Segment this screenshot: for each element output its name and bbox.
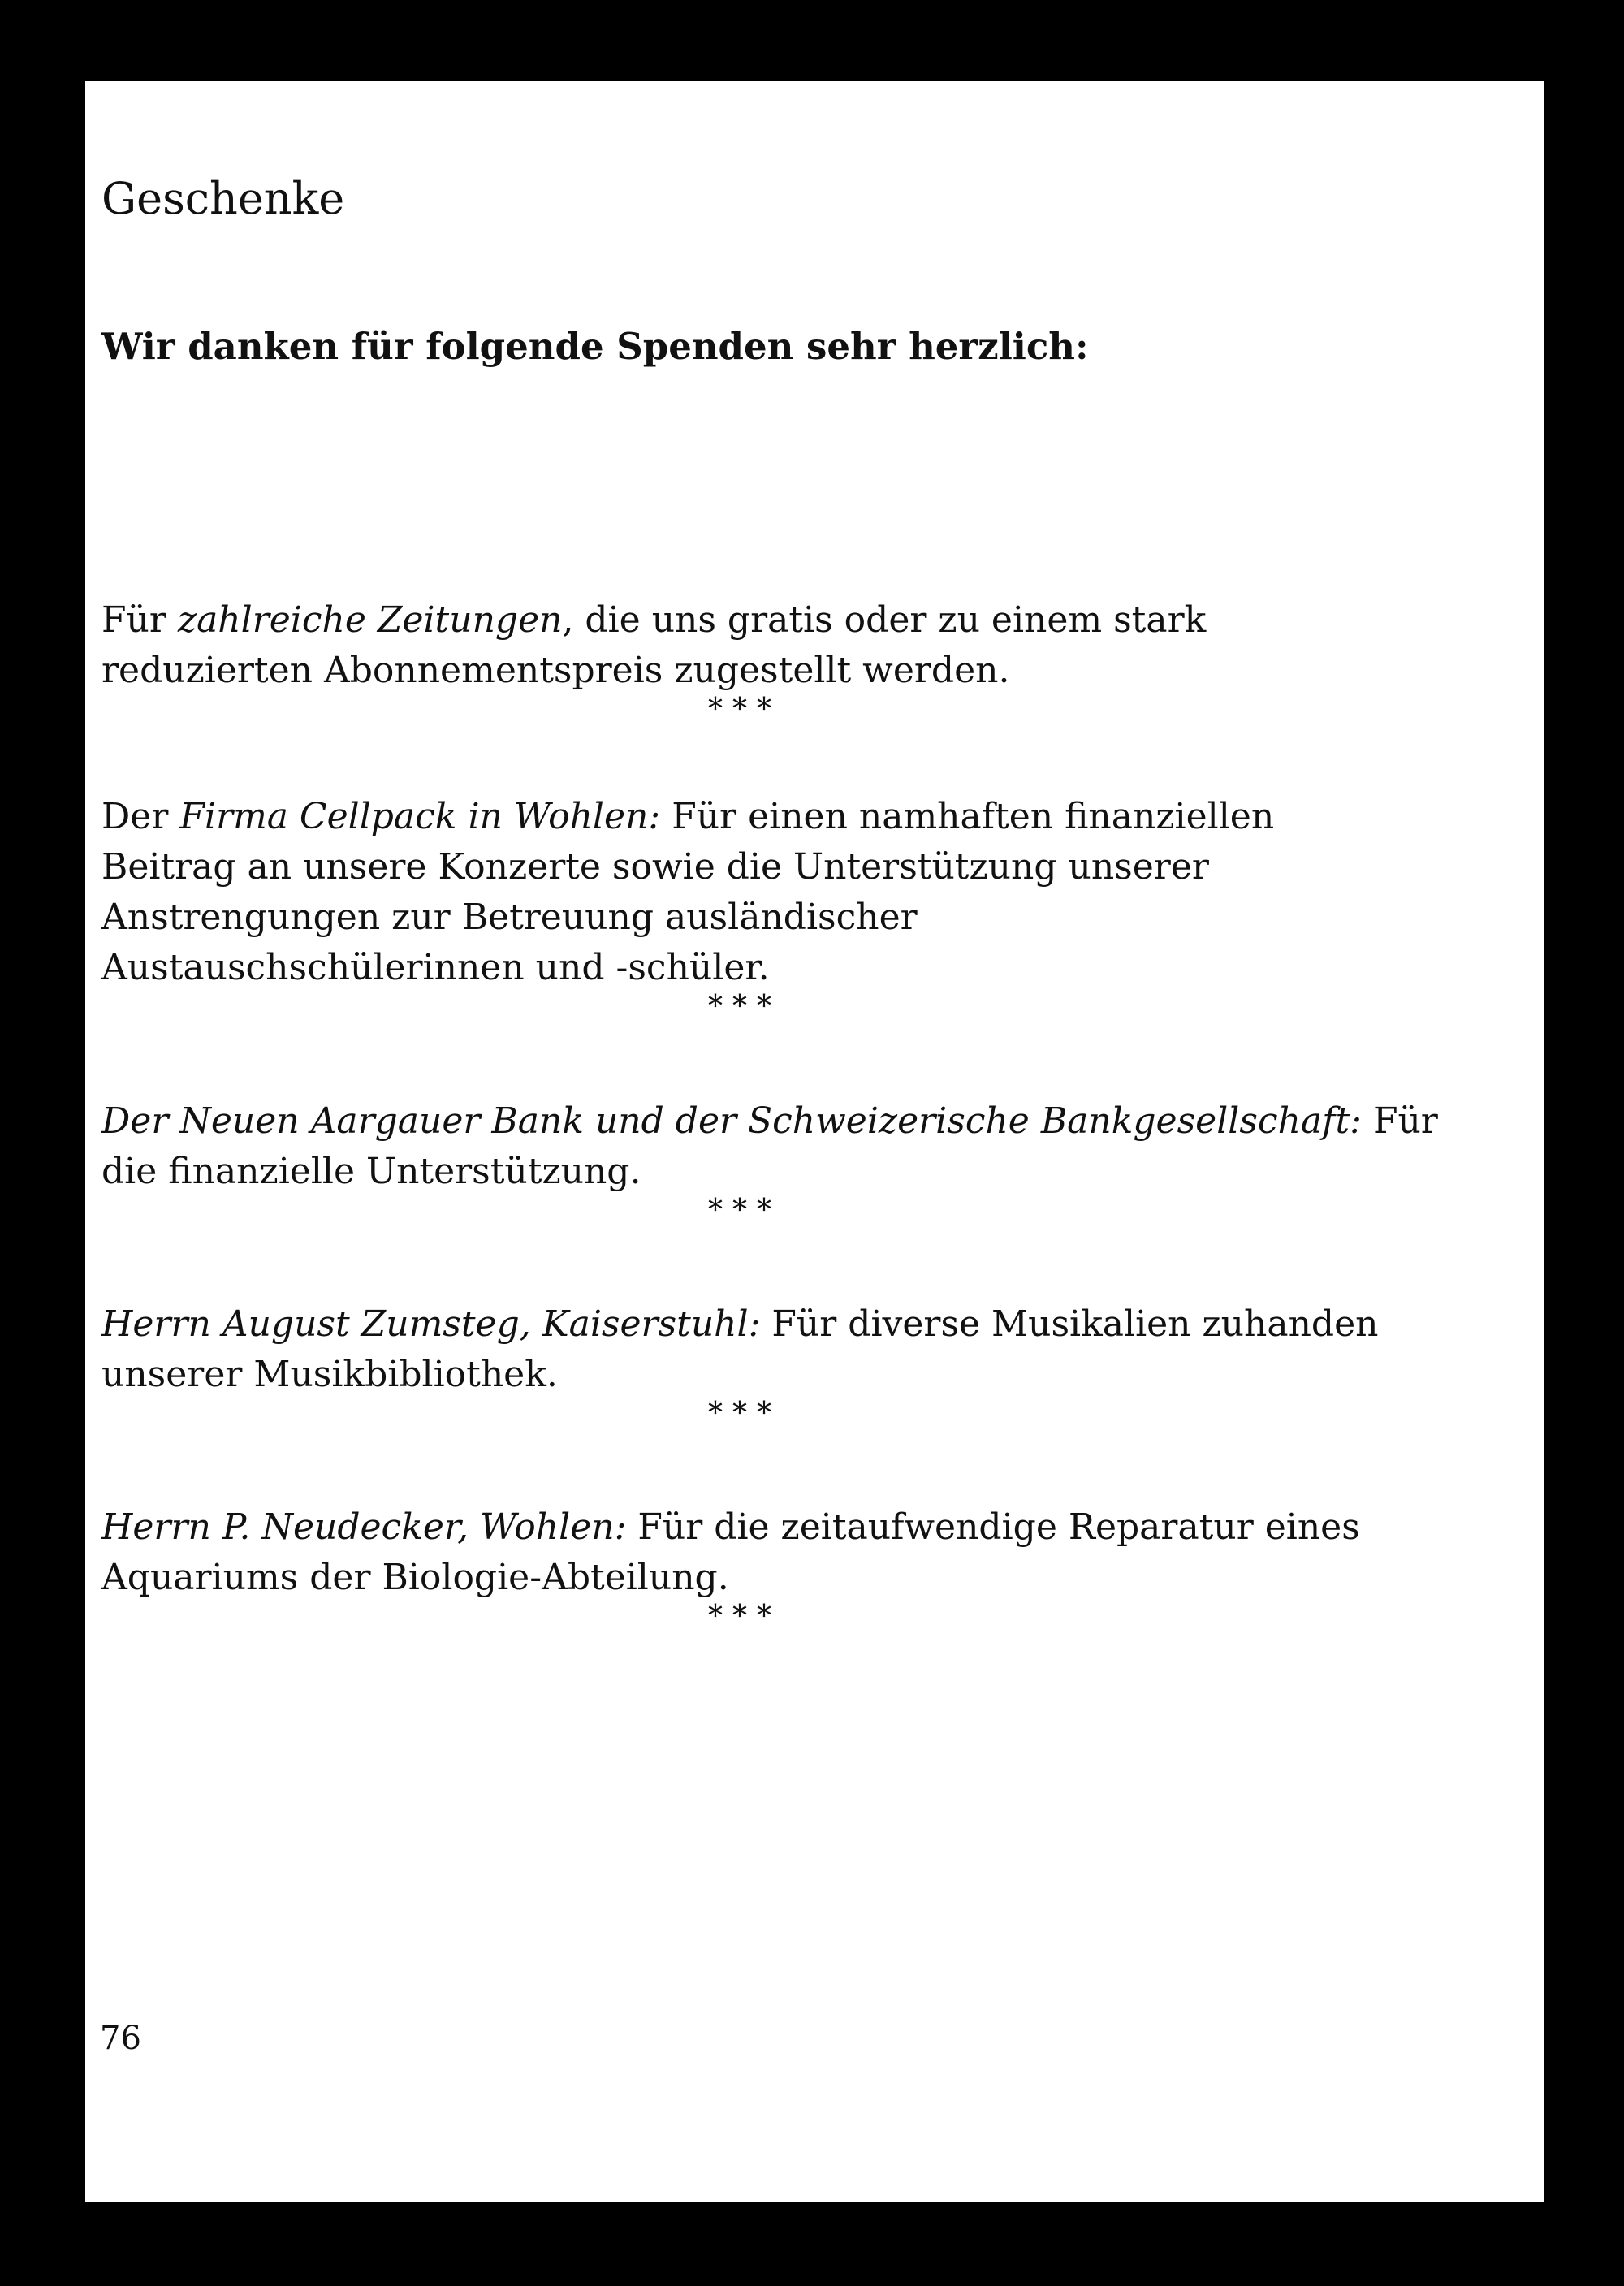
entry-line [102, 842, 1274, 892]
entry-line [102, 943, 1274, 993]
separator-stars: *** [708, 1600, 781, 1633]
entry-text: Beitrag an unsere Konzerte sowie die Unterstützung unserer [102, 846, 1209, 888]
entry-donor-name: Herrn P. Neudecker, Wohlen: [102, 1506, 627, 1548]
entry-text: reduzierten Abonnementspreis zugestellt werden. [102, 650, 1010, 691]
donation-entry-zumsteg [102, 1299, 1378, 1400]
entry-line [102, 646, 1206, 696]
entry-line [102, 1147, 1438, 1197]
entry-text: Aquariums der Biologie-Abteilung. [102, 1557, 729, 1598]
entry-line [102, 595, 1206, 646]
entry-donor-name: zahlreiche Zeitungen [177, 599, 563, 641]
entry-text: unserer Musikbibliothek. [102, 1354, 558, 1395]
donation-entry-cellpack [102, 792, 1274, 993]
intro-text: Wir danken für folgende Spenden sehr herzlich: [102, 325, 1089, 368]
page-title: Geschenke [102, 173, 345, 224]
entry-line [102, 1502, 1360, 1553]
entry-donor-name: Firma Cellpack in Wohlen: [179, 796, 661, 837]
entry-donor-name: Herrn August Zumsteg, Kaiserstuhl: [102, 1303, 761, 1345]
separator-stars: *** [708, 693, 781, 726]
entry-text: Für diverse Musikalien zuhanden [760, 1303, 1379, 1345]
entry-line [102, 1096, 1438, 1147]
entry-text: Für [102, 599, 178, 641]
entry-line [102, 892, 1274, 943]
entry-line [102, 1553, 1360, 1603]
separator-stars: *** [708, 1397, 781, 1430]
entry-line [102, 1350, 1378, 1400]
donation-entry-newspapers [102, 595, 1206, 696]
entry-line [102, 792, 1274, 842]
entry-text: Austauschschülerinnen und -schüler. [102, 947, 770, 988]
donation-entry-neudecker [102, 1502, 1360, 1603]
entry-text: Für [1361, 1100, 1438, 1142]
separator-stars: *** [708, 1194, 781, 1227]
page-number: 76 [100, 2020, 141, 2057]
entry-donor-name: Der Neuen Aargauer Bank und der Schweizerische Bankgesellschaft: [102, 1100, 1362, 1142]
entry-text: die finanzielle Unterstützung. [102, 1151, 641, 1192]
separator-stars: *** [708, 990, 781, 1023]
donation-entry-banks [102, 1096, 1438, 1197]
entry-text: Anstrengungen zur Betreuung ausländischer [102, 897, 918, 938]
entry-line [102, 1299, 1378, 1350]
entry-text: , die uns gratis oder zu einem stark [562, 599, 1207, 641]
entry-text: Für die zeitaufwendige Reparatur eines [626, 1506, 1360, 1548]
entry-text: Für einen namhaften finanziellen [660, 796, 1275, 837]
entry-text: Der [102, 796, 180, 837]
